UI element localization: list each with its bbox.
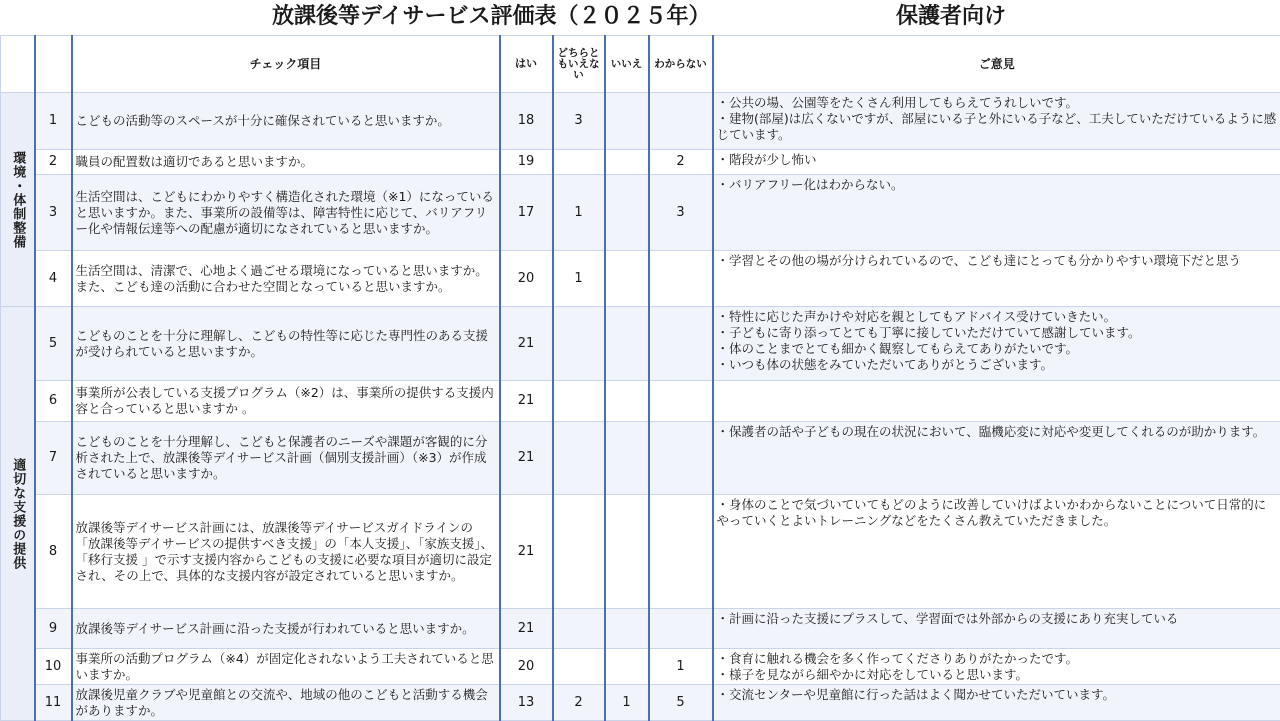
table-row xyxy=(1,175,1280,251)
yes-count: 18 xyxy=(500,93,553,150)
neither-count: 2 xyxy=(553,685,605,721)
no-count xyxy=(605,175,649,251)
opinion-line: ・階段が少し怖い xyxy=(717,152,1278,168)
yes-count: 21 xyxy=(500,307,553,381)
neither-count xyxy=(553,422,605,495)
opinion-line: ・建物(部屋)は広くないですが、部屋にいる子と外にいる子など、工夫していただけているように感じています。 xyxy=(717,111,1278,143)
check-item-text: こどものことを十分理解し、こどもと保護者のニーズや課題が客観的に分析された上で、放課後等デイサービス計画（個別支援計画）（※3）が作成されていると思いますか。 xyxy=(72,422,500,495)
table-row xyxy=(1,93,1280,150)
opinion-line: ・特性に応じた声かけや対応を親としてもアドバイス受けていきたい。 xyxy=(717,309,1278,325)
yes-count: 19 xyxy=(500,150,553,175)
yes-count: 21 xyxy=(500,381,553,422)
check-item-text: こどものことを十分に理解し、こどもの特性等に応じた専門性のある支援が受けられていると思いますか。 xyxy=(72,307,500,381)
title-bar xyxy=(0,0,1280,35)
yes-count: 21 xyxy=(500,495,553,609)
opinion-line: ・身体のことで気づいていてもどのように改善していけばよいかわからないことについて日常的にやっていくとよいトレーニングなどをたくさん教えていただきました。 xyxy=(717,497,1278,529)
yes-count: 20 xyxy=(500,251,553,307)
opinion-line: ・公共の場、公園等をたくさん利用してもらえてうれしいです。 xyxy=(717,95,1278,111)
table-row xyxy=(1,381,1280,422)
check-item-text: 事業所の活動プログラム（※4）が固定化されないよう工夫されていると思いますか。 xyxy=(72,649,500,685)
opinion-line: ・子どもに寄り添ってとても丁寧に接していただけていて感謝しています。 xyxy=(717,325,1278,341)
unknown-count: 5 xyxy=(649,685,713,721)
check-item-text: 放課後児童クラブや児童館との交流や、地域の他のこどもと活動する機会がありますか。 xyxy=(72,685,500,721)
page-title: 放課後等デイサービス評価表（２０２５年） xyxy=(272,2,710,32)
table-row xyxy=(1,251,1280,307)
no-count xyxy=(605,251,649,307)
neither-count xyxy=(553,150,605,175)
header-row xyxy=(1,36,1280,93)
check-item-text: 生活空間は、清潔で、心地よく過ごせる環境になっていると思いますか。また、こども達の活動に合わせた空間となっていると思いますか。 xyxy=(72,251,500,307)
no-header: いいえ xyxy=(605,36,649,93)
no-count xyxy=(605,307,649,381)
no-count: 1 xyxy=(605,685,649,721)
no-count xyxy=(605,93,649,150)
unknown-header: わからない xyxy=(649,36,713,93)
item-number: 11 xyxy=(35,685,72,721)
item-number: 4 xyxy=(35,251,72,307)
opinion-cell xyxy=(713,495,1280,609)
opinion-line: ・計画に沿った支援にプラスして、学習面では外部からの支援にあり充実している xyxy=(717,611,1278,627)
table-row xyxy=(1,150,1280,175)
neither-count xyxy=(553,495,605,609)
opinion-cell xyxy=(713,251,1280,307)
item-number: 6 xyxy=(35,381,72,422)
audience-label: 保護者向け xyxy=(896,2,1006,32)
yes-count: 17 xyxy=(500,175,553,251)
neither-count: 1 xyxy=(553,251,605,307)
yes-count: 21 xyxy=(500,609,553,649)
opinion-line: ・体のことまでとても細かく観察してもらえてありがたいです。 xyxy=(717,341,1278,357)
opinion-line: ・保護者の話や子どもの現在の状況において、臨機応変に対応や変更してくれるのが助かります。 xyxy=(717,424,1278,440)
opinion-line: ・食育に触れる機会を多く作ってくださりありがたかったです。 xyxy=(717,651,1278,667)
neither-count xyxy=(553,649,605,685)
item-number: 7 xyxy=(35,422,72,495)
evaluation-table xyxy=(0,35,1280,721)
category-environment: 環境・体制整備 xyxy=(1,93,35,307)
neither-count: 1 xyxy=(553,175,605,251)
opinion-cell xyxy=(713,685,1280,721)
table-row xyxy=(1,649,1280,685)
neither-header: どちらともいえない xyxy=(553,36,605,93)
item-number: 9 xyxy=(35,609,72,649)
item-number: 1 xyxy=(35,93,72,150)
item-number: 5 xyxy=(35,307,72,381)
item-number: 10 xyxy=(35,649,72,685)
unknown-count xyxy=(649,609,713,649)
table-row xyxy=(1,495,1280,609)
unknown-count: 2 xyxy=(649,150,713,175)
unknown-count xyxy=(649,251,713,307)
unknown-count: 3 xyxy=(649,175,713,251)
opinion-cell xyxy=(713,422,1280,495)
unknown-count xyxy=(649,381,713,422)
category-support: 適切な支援の提供 xyxy=(1,307,35,721)
neither-count xyxy=(553,609,605,649)
no-count xyxy=(605,495,649,609)
opinion-line: ・学習とその他の場が分けられているので、こども達にとっても分かりやすい環境下だと思う xyxy=(717,253,1278,269)
table-row xyxy=(1,609,1280,649)
unknown-count xyxy=(649,495,713,609)
opinion-line: ・交流センターや児童館に行った話はよく聞かせていただいています。 xyxy=(717,687,1278,703)
check-item-text: 事業所が公表している支援プログラム（※2）は、事業所の提供する支援内容と合っていると思いますか 。 xyxy=(72,381,500,422)
neither-count xyxy=(553,307,605,381)
opinion-cell xyxy=(713,175,1280,251)
opinion-cell xyxy=(713,609,1280,649)
unknown-count xyxy=(649,93,713,150)
table-row xyxy=(1,307,1280,381)
check-item-text: 生活空間は、こどもにわかりやすく構造化された環境（※1）になっていると思いますか。また、事業所の設備等は、障害特性に応じて、バリアフリー化や情報伝達等への配慮が適切になされていると思いますか。 xyxy=(72,175,500,251)
neither-count xyxy=(553,381,605,422)
category-header xyxy=(1,36,35,93)
check-item-header: チェック項目 xyxy=(72,36,500,93)
opinion-cell xyxy=(713,93,1280,150)
opinion-cell xyxy=(713,150,1280,175)
yes-count: 13 xyxy=(500,685,553,721)
opinion-line: ・いつも体の状態をみていただいてありがとうございます。 xyxy=(717,357,1278,373)
opinion-line: ・バリアフリー化はわからない。 xyxy=(717,177,1278,193)
opinion-cell xyxy=(713,307,1280,381)
no-count xyxy=(605,649,649,685)
no-count xyxy=(605,150,649,175)
no-count xyxy=(605,381,649,422)
item-number: 2 xyxy=(35,150,72,175)
yes-header: はい xyxy=(500,36,553,93)
check-item-text: 放課後等デイサービス計画には、放課後等デイサービスガイドラインの「放課後等デイサービスの提供すべき支援」の「本人支援」、「家族支援」、「移行支援 」で示す支援内容からこどもの支援に必要な項目が適切に設定され、その上で、具体的な支援内容が設定されていると思いますか。 xyxy=(72,495,500,609)
no-count xyxy=(605,609,649,649)
opinion-cell xyxy=(713,649,1280,685)
opinion-line: ・様子を見ながら細やかに対応をしていると思います。 xyxy=(717,667,1278,683)
opinion-header: ご意見 xyxy=(713,36,1280,93)
check-item-text: 職員の配置数は適切であると思いますか。 xyxy=(72,150,500,175)
check-item-text: こどもの活動等のスペースが十分に確保されていると思いますか。 xyxy=(72,93,500,150)
neither-count: 3 xyxy=(553,93,605,150)
unknown-count xyxy=(649,422,713,495)
number-header xyxy=(35,36,72,93)
check-item-text: 放課後等デイサービス計画に沿った支援が行われていると思いますか。 xyxy=(72,609,500,649)
unknown-count: 1 xyxy=(649,649,713,685)
yes-count: 20 xyxy=(500,649,553,685)
item-number: 3 xyxy=(35,175,72,251)
yes-count: 21 xyxy=(500,422,553,495)
table-row xyxy=(1,422,1280,495)
table-row xyxy=(1,685,1280,721)
no-count xyxy=(605,422,649,495)
unknown-count xyxy=(649,307,713,381)
opinion-cell xyxy=(713,381,1280,422)
item-number: 8 xyxy=(35,495,72,609)
